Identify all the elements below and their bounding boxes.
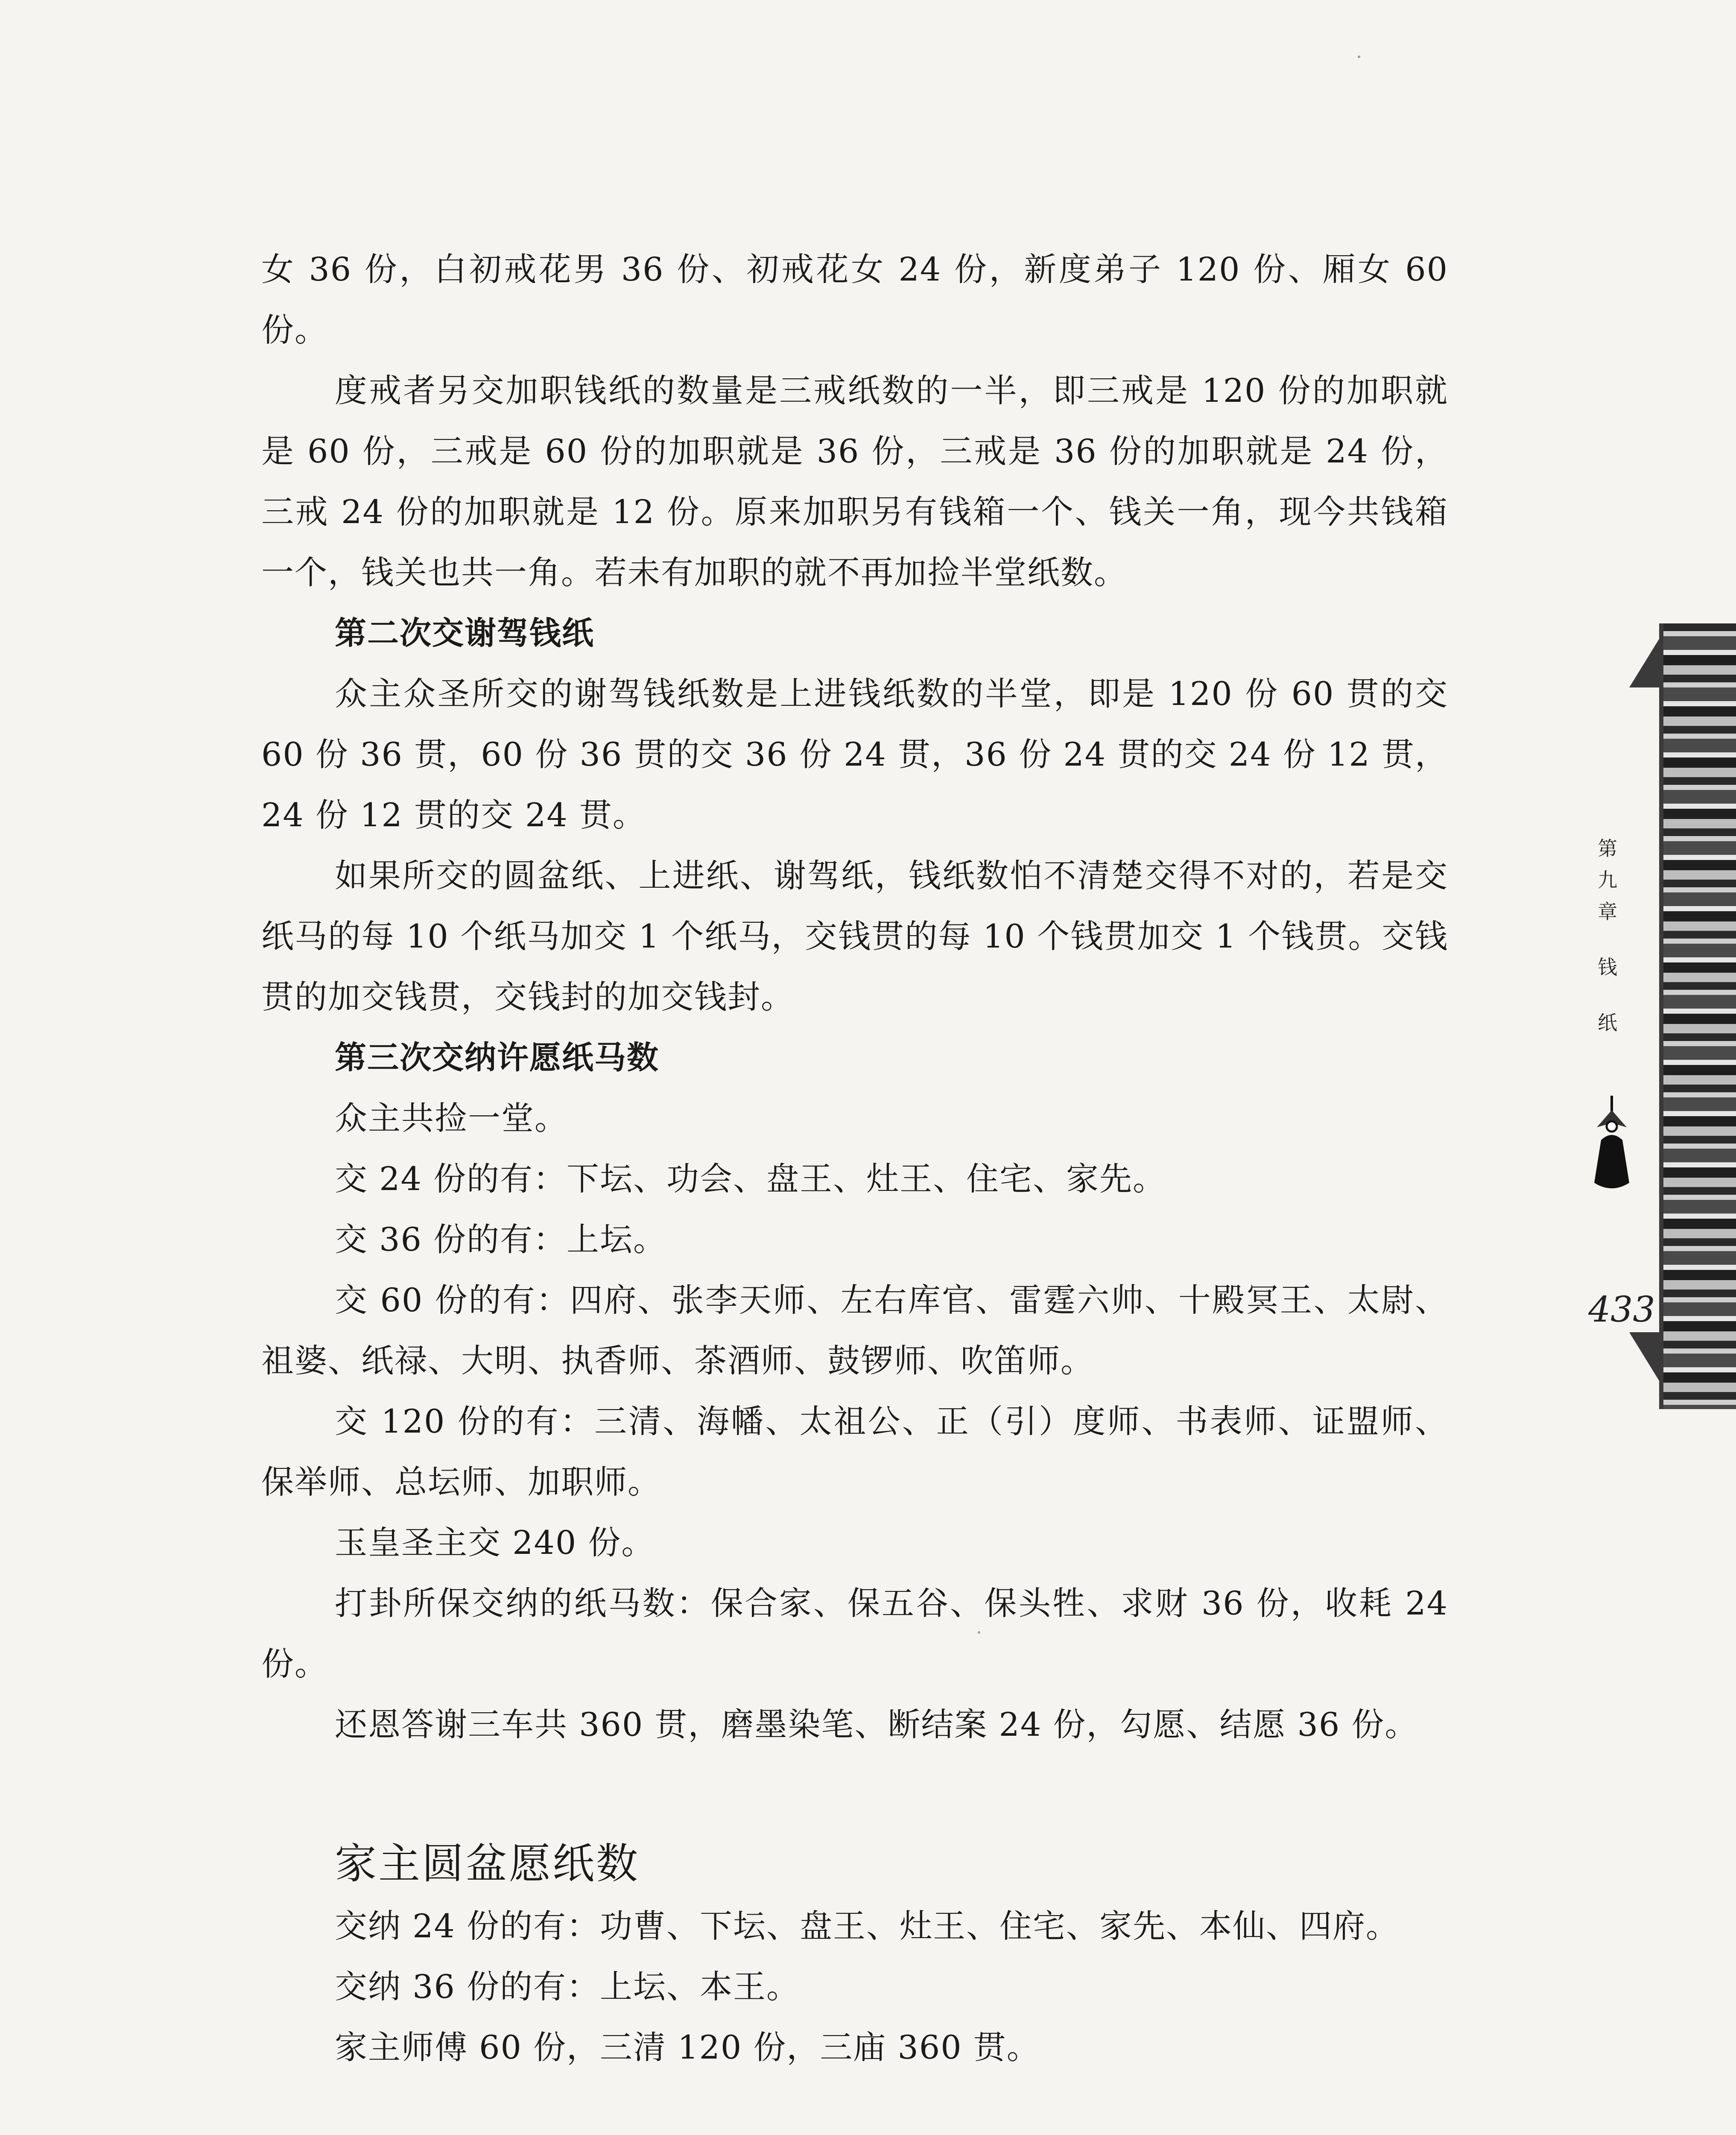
chapter-char: 钱 xyxy=(1598,956,1617,979)
band-notch-top xyxy=(1629,632,1663,687)
subheading-third-round: 第三次交纳许愿纸马数 xyxy=(335,1039,659,1076)
section-line-1: 交纳 24 份的有：功曹、下坛、盘王、灶王、住宅、家先、本仙、四府。 xyxy=(335,1907,1400,1945)
paragraph-xiejia: 众主众圣所交的谢驾钱纸数是上进钱纸数的半堂，即是 120 份 60 贯的交 60 份 36 贯，60 份 36 贯的交 36 份 24 贯，36 份 24 贯的交 24 份 12 贯，24 份 12 贯的交 24 贯。 xyxy=(261,675,1448,834)
chapter-char: 章 xyxy=(1598,900,1617,923)
line-zhongzhu: 众主共捡一堂。 xyxy=(335,1099,568,1137)
paragraph-jiazhi: 度戒者另交加职钱纸的数量是三戒纸数的一半，即三戒是 120 份的加职就是 60 份，三戒是 60 份的加职就是 36 份，三戒是 36 份的加职就是 24 份，三戒 24 份的加职就是 12 份。原来加职另有钱箱一个、钱关一角，现今共钱箱一个，钱关也共一角。若未有加职的就不再加捡半堂纸数。 xyxy=(261,371,1448,591)
paragraph-120-fen: 交 120 份的有：三清、海幡、太祖公、正（引）度师、书表师、证盟师、保举师、总坛师、加职师。 xyxy=(261,1402,1448,1501)
chapter-char: 第 xyxy=(1598,837,1617,860)
paragraph-60-fen: 交 60 份的有：四府、张李天师、左右库官、雷霆六帅、十殿冥王、太尉、祖婆、纸禄、大明、执香师、茶酒师、鼓锣师、吹笛师。 xyxy=(261,1281,1448,1380)
scan-speck xyxy=(1358,56,1360,58)
body-text xyxy=(261,239,1448,2078)
line-36-fen: 交 36 份的有：上坛。 xyxy=(335,1220,667,1258)
page-number: 433 xyxy=(1588,1290,1655,1330)
band-notch-bottom xyxy=(1629,1332,1663,1388)
line-huanen: 还恩答谢三车共 360 贯，磨墨染笔、断结案 24 份，勾愿、结愿 36 份。 xyxy=(335,1705,1418,1743)
paragraph-continuation: 女 36 份，白初戒花男 36 份、初戒花女 24 份，新度弟子 120 份、厢女 60 份。 xyxy=(261,250,1448,349)
chapter-char: 九 xyxy=(1598,869,1617,892)
line-yuhuang: 玉皇圣主交 240 份。 xyxy=(335,1524,655,1562)
section-line-2: 交纳 36 份的有：上坛、本王。 xyxy=(335,1968,800,2006)
paragraph-correction: 如果所交的圆盆纸、上进纸、谢驾纸，钱纸数怕不清楚交得不对的，若是交纸马的每 10 个纸马加交 1 个纸马，交钱贯的每 10 个钱贯加交 1 个钱贯。交钱贯的加交钱贯，交钱封的加交钱封。 xyxy=(261,857,1448,1016)
bell-icon xyxy=(1588,1093,1635,1196)
line-24-fen: 交 24 份的有：下坛、功会、盘王、灶王、住宅、家先。 xyxy=(335,1160,1166,1198)
decorative-band xyxy=(1659,623,1736,1409)
paragraph-dagua: 打卦所保交纳的纸马数：保合家、保五谷、保头牲、求财 36 份，收耗 24 份。 xyxy=(261,1584,1448,1683)
section-title: 家主圆盆愿纸数 xyxy=(335,1840,640,1888)
chapter-label xyxy=(1588,833,1627,1038)
section-line-3: 家主师傅 60 份，三清 120 份，三庙 360 贯。 xyxy=(335,2028,1040,2066)
scan-speck xyxy=(978,1631,980,1634)
chapter-char: 纸 xyxy=(1598,1011,1617,1034)
subheading-second-round: 第二次交谢驾钱纸 xyxy=(335,615,594,652)
